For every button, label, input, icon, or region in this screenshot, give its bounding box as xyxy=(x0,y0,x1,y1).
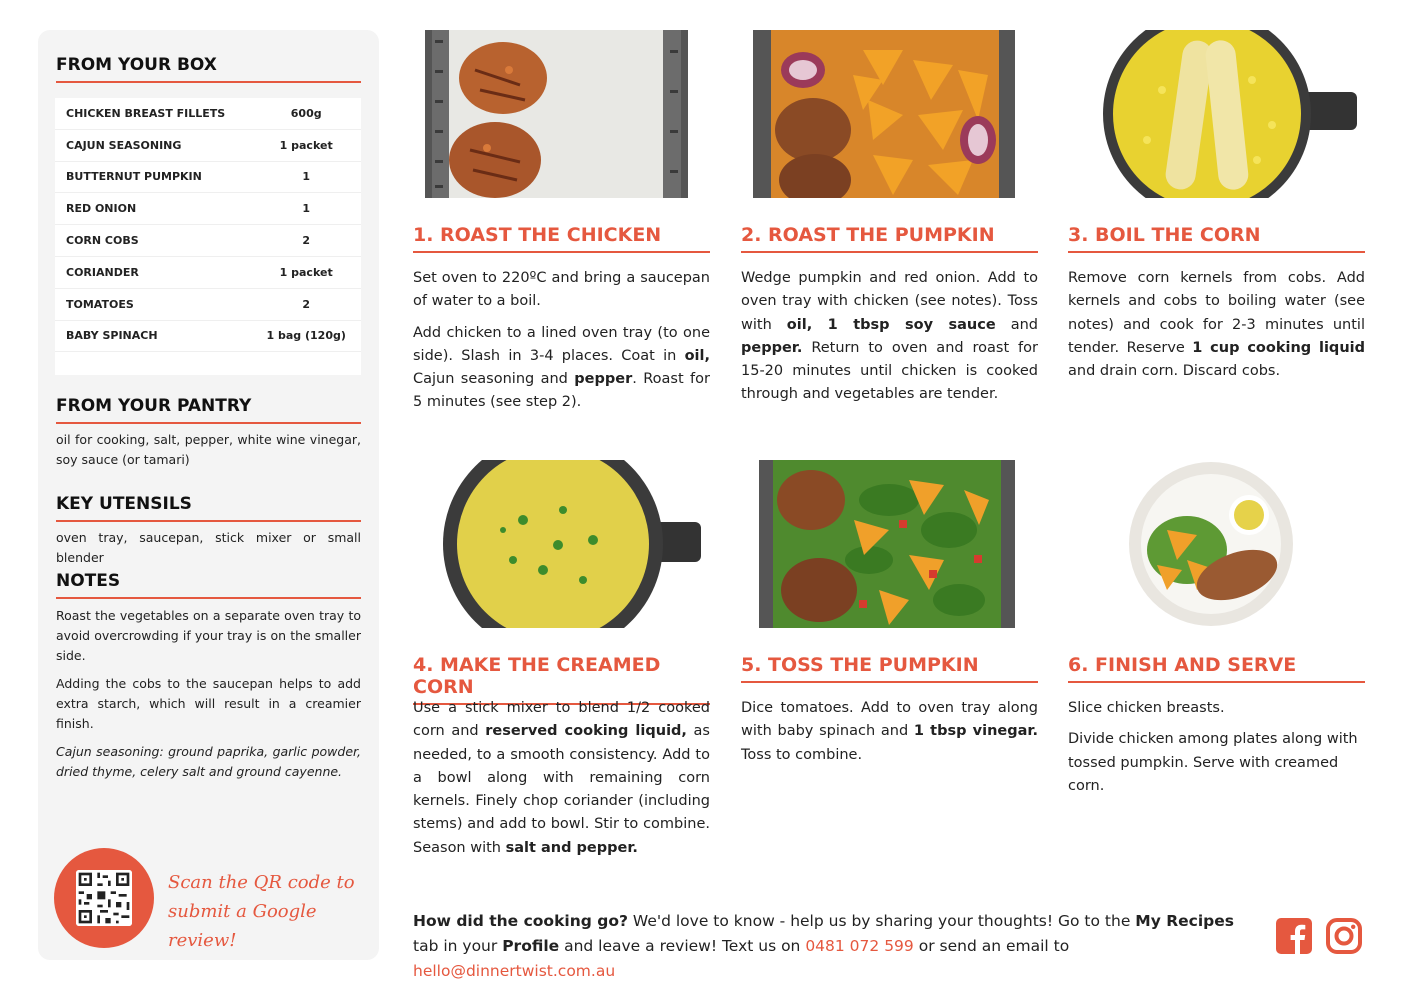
ingredient-qty: 600g xyxy=(290,106,322,120)
footer-email-link[interactable]: hello@dinnertwist.com.au xyxy=(413,962,616,980)
step-1-text xyxy=(413,267,710,423)
note-3: Cajun seasoning: ground paprika, garlic powder, dried thyme, celery salt and ground cayenne. xyxy=(56,744,361,779)
note-2: Adding the cobs to the saucepan helps to add extra starch, which will result in a creamier finish. xyxy=(56,676,361,731)
review-footer xyxy=(413,909,1263,984)
ingredient-qty: 1 packet xyxy=(279,138,333,152)
step-4-para-1: Use a stick mixer to blend 1/2 cooked corn and reserved cooking liquid, as needed, to a smooth consistency. Add to a bowl along with remaining corn kernels. Finely chop coriander (including stems) and add to bowl. Stir to combine. Season with salt and pepper. xyxy=(413,700,710,856)
ingredient-name: CAJUN SEASONING xyxy=(66,138,182,152)
utensils-text: oven tray, saucepan, stick mixer or small blender xyxy=(56,530,361,565)
step-6-para-1: Slice chicken breasts. xyxy=(1068,700,1225,716)
ingredient-row xyxy=(55,162,361,194)
qr-caption xyxy=(168,868,379,955)
ingredient-qty: 1 xyxy=(302,202,311,216)
ingredient-qty: 1 packet xyxy=(279,265,333,279)
step-2-text xyxy=(741,267,1038,415)
photo-toss-pumpkin xyxy=(759,460,1015,628)
qr-caption-line1: Scan the QR code to xyxy=(168,872,355,893)
step-1-para-1: Set oven to 220ºC and bring a saucepan of water to a boil. xyxy=(413,270,710,310)
step-1-title: 1. ROAST THE CHICKEN xyxy=(413,224,710,253)
pantry-text: oil for cooking, salt, pepper, white wine vinegar, soy sauce (or tamari) xyxy=(56,432,361,467)
qr-code-icon[interactable] xyxy=(76,870,132,926)
sidebar xyxy=(38,30,379,960)
qr-badge[interactable] xyxy=(54,848,154,948)
ingredient-qty: 2 xyxy=(302,234,311,248)
photo-finish-serve xyxy=(1127,460,1295,628)
photo-creamed-corn xyxy=(443,460,701,628)
step-6-para-2: Divide chicken among plates along with tossed pumpkin. Serve with creamed corn. xyxy=(1068,731,1358,794)
footer-phone-link[interactable]: 0481 072 599 xyxy=(805,937,914,955)
ingredient-row xyxy=(55,289,361,321)
note-1: Roast the vegetables on a separate oven tray to avoid overcrowding if your tray is on the smaller side. xyxy=(56,608,361,663)
footer-text-3: and leave a review! Text us on xyxy=(559,937,806,955)
step-3-para-1: Remove corn kernels from cobs. Add kernels and cobs to boiling water (see notes) and cook for 2-3 minutes until tender. Reserve 1 cup cooking liquid and drain corn. Discard cobs. xyxy=(1068,270,1365,380)
ingredient-row xyxy=(55,321,361,353)
step-3-title: 3. BOIL THE CORN xyxy=(1068,224,1365,253)
ingredient-qty: 1 bag (120g) xyxy=(266,329,346,343)
ingredient-name: BUTTERNUT PUMPKIN xyxy=(66,170,202,184)
ingredient-name: TOMATOES xyxy=(66,297,134,311)
key-utensils-heading: KEY UTENSILS xyxy=(56,494,361,522)
photo-roast-chicken xyxy=(425,30,688,198)
footer-my-recipes[interactable]: My Recipes xyxy=(1135,912,1234,930)
ingredient-row xyxy=(55,257,361,289)
step-4-title: 4. MAKE THE CREAMED CORN xyxy=(413,654,710,705)
footer-text-4: or send an email to xyxy=(913,937,1070,955)
step-5-para-1: Dice tomatoes. Add to oven tray along with baby spinach and 1 tbsp vinegar. Toss to combine. xyxy=(741,700,1038,763)
notes-heading: NOTES xyxy=(56,571,361,599)
footer-text-2: tab in your xyxy=(413,937,503,955)
ingredient-row xyxy=(55,193,361,225)
footer-profile[interactable]: Profile xyxy=(502,937,560,955)
facebook-icon[interactable] xyxy=(1276,918,1312,954)
instagram-icon[interactable] xyxy=(1326,918,1362,954)
step-3-text xyxy=(1068,267,1365,391)
ingredient-name: RED ONION xyxy=(66,202,137,216)
ingredient-row xyxy=(55,130,361,162)
step-4-text xyxy=(413,697,710,868)
step-5-text xyxy=(741,697,1038,775)
step-6-title: 6. FINISH AND SERVE xyxy=(1068,654,1365,683)
ingredient-name: CHICKEN BREAST FILLETS xyxy=(66,106,226,120)
ingredient-row xyxy=(55,98,361,130)
step-6-text xyxy=(1068,697,1365,806)
ingredient-qty: 1 xyxy=(302,170,311,184)
ingredient-qty: 2 xyxy=(302,297,311,311)
ingredient-row xyxy=(55,225,361,257)
qr-caption-line2: submit a Google review! xyxy=(168,901,317,951)
from-your-pantry-heading: FROM YOUR PANTRY xyxy=(56,396,361,424)
footer-text-1: We'd love to know - help us by sharing your thoughts! Go to the xyxy=(627,912,1136,930)
step-2-title: 2. ROAST THE PUMPKIN xyxy=(741,224,1038,253)
step-5-title: 5. TOSS THE PUMPKIN xyxy=(741,654,1038,683)
from-your-box-heading: FROM YOUR BOX xyxy=(56,55,361,83)
ingredient-name: CORIANDER xyxy=(66,265,139,279)
step-1-para-2: Add chicken to a lined oven tray (to one side). Slash in 3-4 places. Coat in oil, Cajun seasoning and pepper. Roast for 5 minutes (see step 2). xyxy=(413,324,710,411)
photo-boil-corn xyxy=(1102,30,1357,198)
ingredients-table xyxy=(55,98,361,375)
step-2-para-1: Wedge pumpkin and red onion. Add to oven tray with chicken (see notes). Toss with oil, 1 tbsp soy sauce and pepper. Return to oven and roast for 15-20 minutes until chicken is cooked through and vegetables are tender. xyxy=(741,270,1039,403)
ingredient-name: CORN COBS xyxy=(66,234,139,248)
ingredient-name: BABY SPINACH xyxy=(66,329,158,343)
photo-roast-pumpkin xyxy=(753,30,1015,198)
footer-question: How did the cooking go? xyxy=(413,912,628,930)
notes-list xyxy=(56,606,361,790)
